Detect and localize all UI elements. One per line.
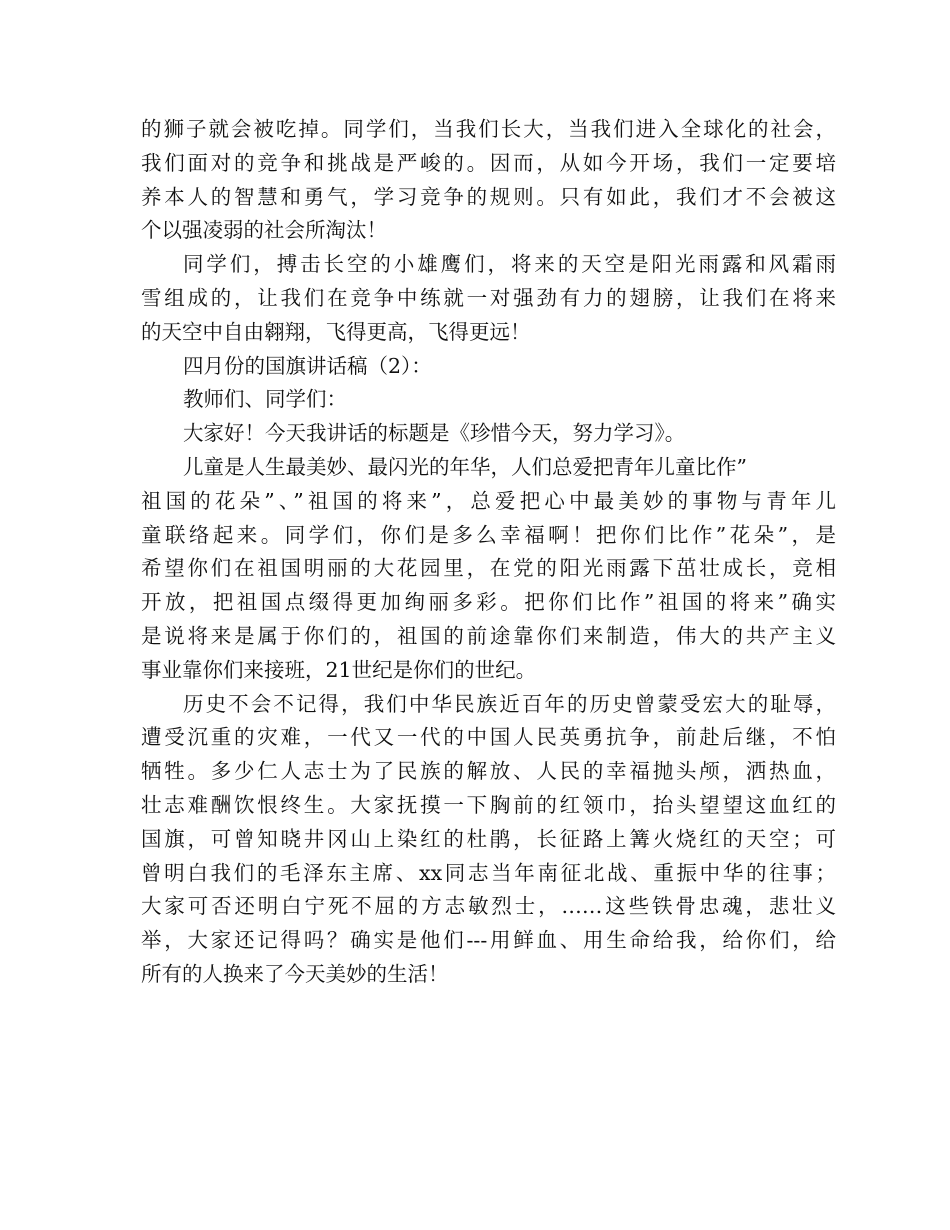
text-line: 的天空中自由翱翔，飞得更高，飞得更远！ [141,319,531,344]
text-line: 的狮子就会被吃掉。同学们，当我们长大，当我们进入全球化的社会， [141,117,836,141]
text-line: 我们面对的竞争和挑战是严峻的。因而，从如今开场，我们一定要培 [141,150,836,175]
text-line: 儿童是人生最美妙、最闪光的年华，人们总爱把青年儿童比作” [183,454,747,479]
text-line: 个以强凌弱的社会所淘汰！ [141,218,387,243]
text-line: 遭受沉重的灾难，一代又一代的中国人民英勇抗争，前赴后继，不怕 [141,725,836,750]
text-line: 养本人的智慧和勇气，学习竞争的规则。只有如此，我们才不会被这 [141,184,836,209]
text-line: 壮志难酬饮恨终生。大家抚摸一下胸前的红领巾，抬头望望这血红的 [141,792,836,817]
text-line: 祖国的花朵”、”祖国的将来”，总爱把心中最美妙的事物与青年儿 [141,488,836,513]
text-line: 教师们、同学们： [183,387,347,412]
text-line: 希望你们在祖国明丽的大花园里，在党的阳光雨露下茁壮成长，竞相 [141,556,836,581]
text-line: 曾明白我们的毛泽东主席、xx同志当年南征北战、重振中华的往事； [141,860,836,885]
text-line: 童联络起来。同学们，你们是多么幸福啊！把你们比作”花朵”，是 [141,522,836,547]
document-body [141,113,836,992]
text-line: 事业靠你们来接班，21世纪是你们的世纪。 [141,657,537,682]
text-line: 国旗，可曾知晓井冈山上染红的杜鹃，长征路上篝火烧红的天空；可 [141,826,836,851]
text-line: 同学们，搏击长空的小雄鹰们，将来的天空是阳光雨露和风霜雨 [183,252,836,277]
text-line: 雪组成的，让我们在竞争中练就一对强劲有力的翅膀，让我们在将来 [141,285,836,310]
text-line: 是说将来是属于你们的，祖国的前途靠你们来制造，伟大的共产主义 [141,623,836,648]
text-line: 所有的人换来了今天美妙的生活！ [141,961,449,986]
text-line: 开放，把祖国点缀得更加绚丽多彩。把你们比作”祖国的将来”确实 [141,590,836,615]
text-line: 四月份的国旗讲话稿（2）： [183,353,432,378]
text-line: 大家可否还明白宁死不屈的方志敏烈士，……这些铁骨忠魂，悲壮义 [141,894,836,919]
text-line: 大家好！今天我讲话的标题是《珍惜今天，努力学习》。 [183,421,686,446]
text-line: 牺牲。多少仁人志士为了民族的解放、人民的幸福抛头颅，洒热血， [141,759,836,784]
text-line: 举，大家还记得吗？确实是他们---用鲜血、用生命给我，给你们，给 [141,928,836,953]
text-line: 历史不会不记得，我们中华民族近百年的历史曾蒙受宏大的耻辱， [183,691,836,716]
